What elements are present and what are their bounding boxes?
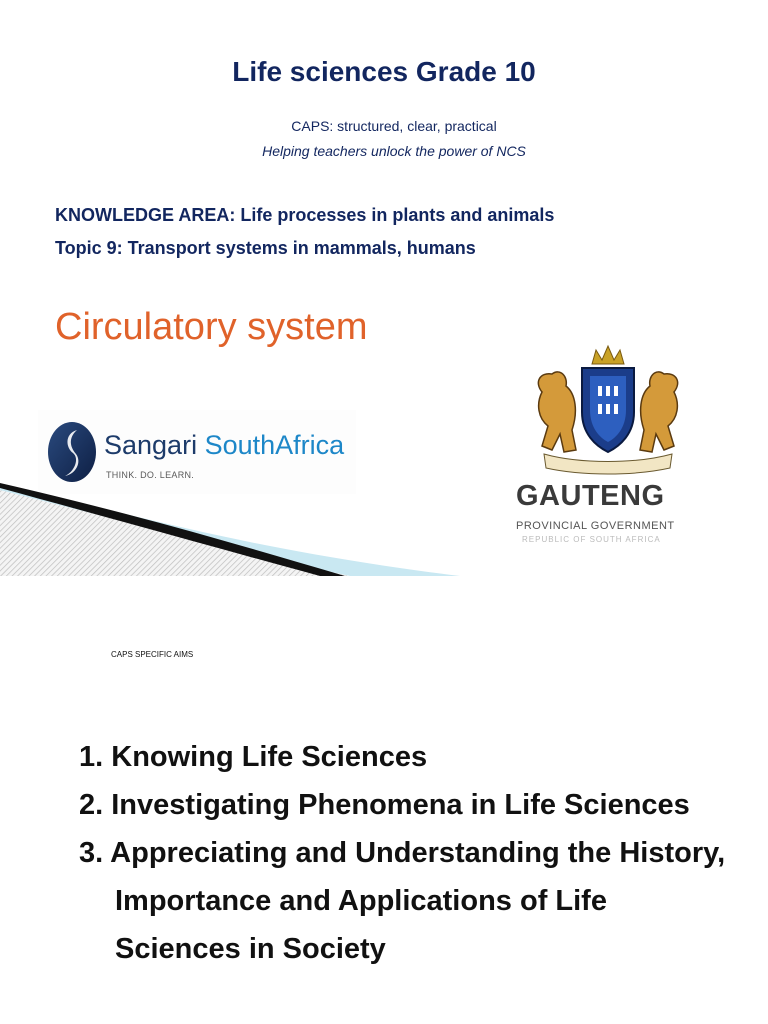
aim-text: Appreciating and Understanding the History, Importance and Applications of Life Sciences in Society — [110, 837, 726, 965]
sangari-name-part2: SouthAfrica — [204, 430, 345, 460]
sangari-s-icon — [44, 420, 100, 484]
sangari-tagline: THINK. DO. LEARN. — [106, 470, 195, 480]
sangari-name — [104, 430, 344, 461]
topic-line: Topic 9: Transport systems in mammals, humans — [55, 238, 476, 258]
aim-item — [79, 733, 739, 781]
aim-text: Knowing Life Sciences — [111, 741, 428, 773]
gauteng-logo — [516, 342, 716, 547]
aim-number: 2. — [79, 789, 104, 821]
slide-heading: Circulatory system — [55, 306, 368, 348]
caps-subtitle: CAPS: structured, clear, practical — [291, 118, 497, 134]
aims-label: CAPS SPECIFIC AIMS — [111, 650, 194, 659]
aim-item — [79, 781, 739, 829]
aim-item — [79, 829, 739, 973]
sangari-name-part1: Sangari — [104, 430, 205, 460]
aims-list — [79, 733, 739, 973]
knowledge-area: KNOWLEDGE AREA: Life processes in plants and animals — [55, 205, 555, 225]
coat-of-arms-icon — [520, 342, 696, 480]
gauteng-government: PROVINCIAL GOVERNMENT — [516, 520, 675, 532]
aim-number: 1. — [79, 741, 104, 773]
decorative-swoosh — [0, 480, 460, 576]
aim-number: 3. — [79, 837, 104, 869]
gauteng-country: REPUBLIC OF SOUTH AFRICA — [522, 535, 661, 544]
caps-tagline: Helping teachers unlock the power of NCS — [262, 143, 526, 159]
gauteng-name: GAUTENG — [516, 480, 665, 512]
aim-text: Investigating Phenomena in Life Sciences — [111, 789, 690, 821]
slide-title: Life sciences Grade 10 — [232, 56, 536, 87]
